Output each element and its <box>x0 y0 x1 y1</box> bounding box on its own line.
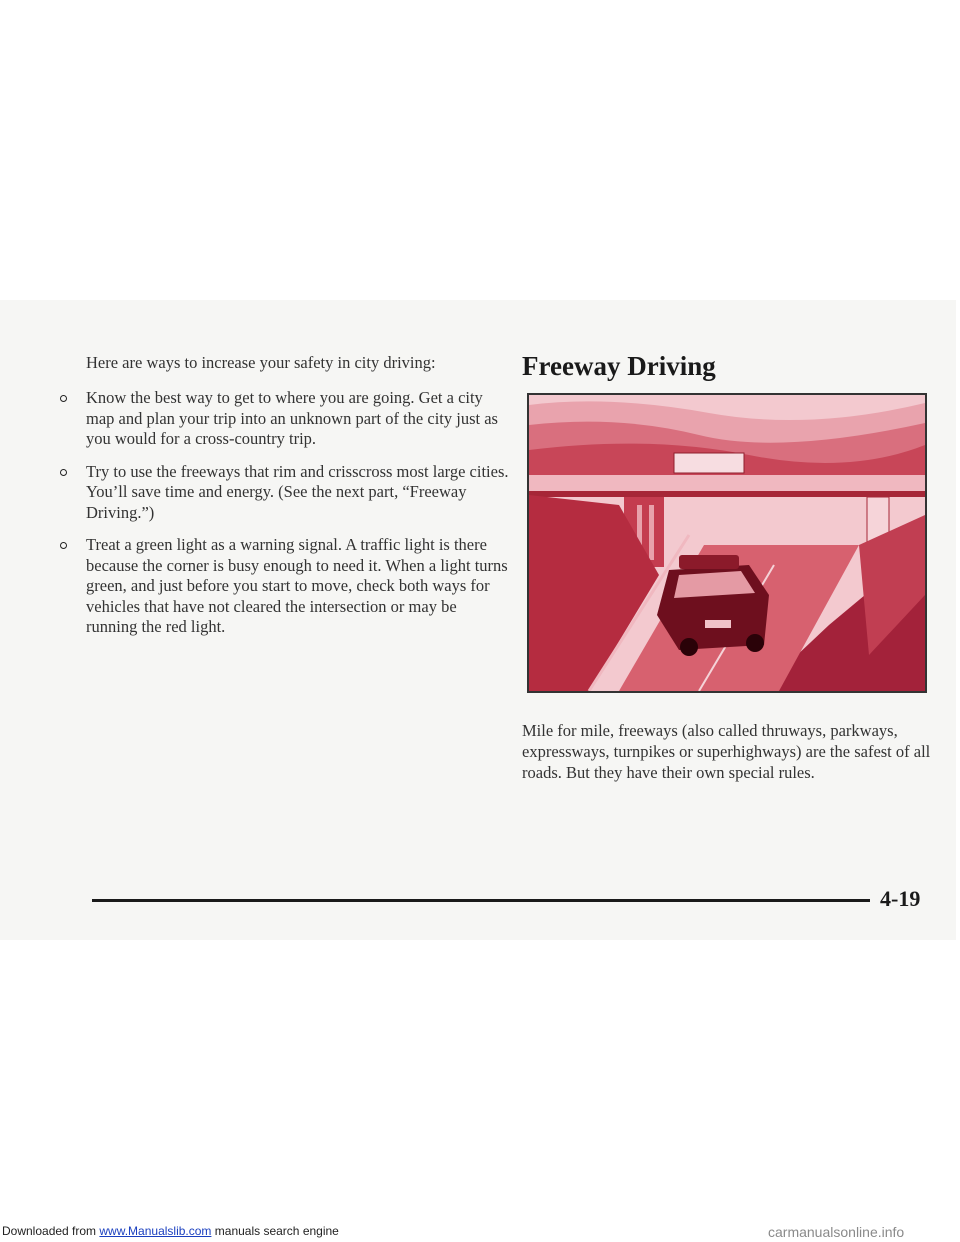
freeway-illustration <box>527 393 927 693</box>
manualslib-link[interactable]: www.Manualslib.com <box>99 1224 212 1238</box>
bullet-icon <box>60 395 67 402</box>
section-heading: Freeway Driving <box>522 351 716 381</box>
safety-tips-list <box>60 388 510 650</box>
footer-rule <box>92 899 870 902</box>
watermark-text: carmanualsonline.info <box>768 1224 905 1240</box>
section-body: Mile for mile, freeways (also called thruways, parkways, expressways, turnpikes or superhighways) are the safest of all roads. But they have their own special rules. <box>522 721 931 782</box>
freeway-scene-image <box>529 395 925 691</box>
footer-prefix: Downloaded from <box>2 1224 100 1238</box>
bullet-icon <box>60 542 67 549</box>
page-number: 4-19 <box>880 886 921 911</box>
download-footer <box>2 1224 339 1238</box>
bullet-text: Try to use the freeways that rim and crisscross most large cities. You’ll save time and energy. (See the next part, “Freeway Driving.”) <box>86 461 509 522</box>
intro-text: Here are ways to increase your safety in city driving: <box>86 353 436 372</box>
list-item <box>60 535 510 638</box>
bullet-text: Know the best way to get to where you are going. Get a city map and plan your trip into an unknown part of the city just as you would for a cross-country trip. <box>86 388 498 448</box>
list-item <box>60 462 510 524</box>
list-item <box>60 388 510 450</box>
bullet-text: Treat a green light as a warning signal. A traffic light is there because the corner is busy enough to need it. When a light turns green, and just before you start to move, check both ways for vehicles that have not cleared the intersection or may be running the red light. <box>86 535 508 636</box>
bullet-icon <box>60 469 67 476</box>
footer-suffix: manuals search engine <box>211 1224 339 1238</box>
